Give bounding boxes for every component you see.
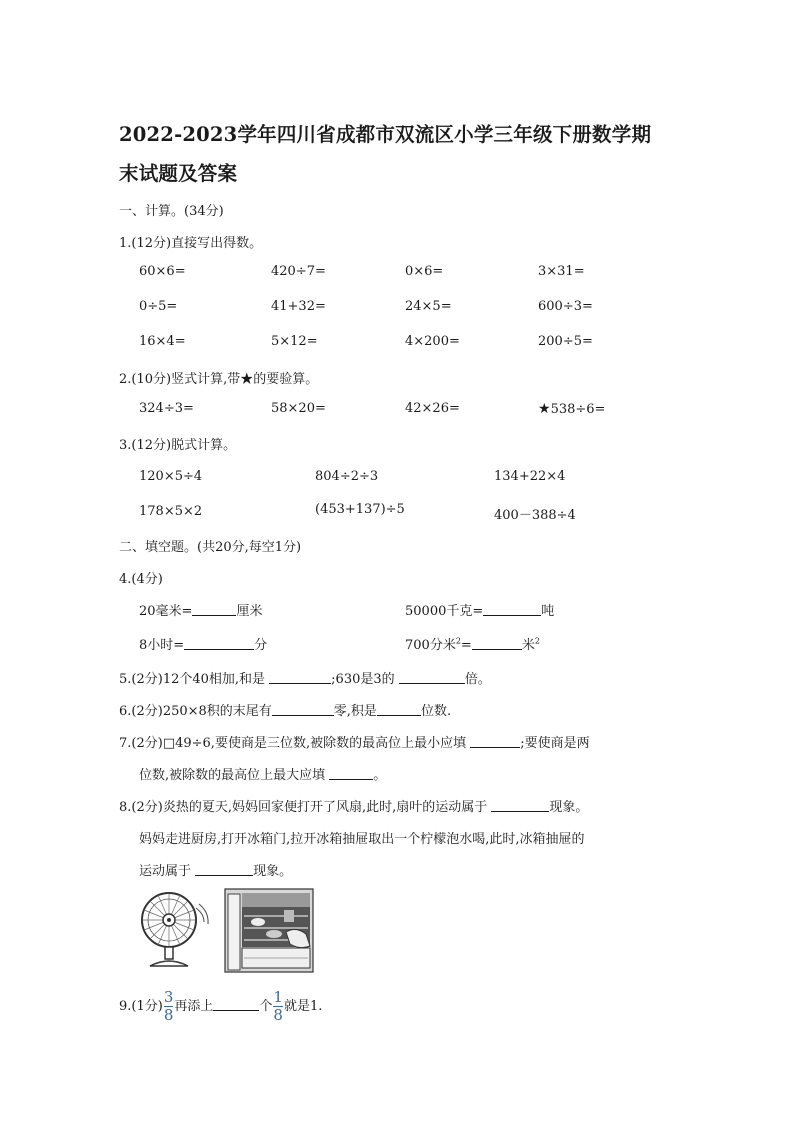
q9-mid1: 再添上 (174, 999, 214, 1014)
q1-item: 41+32= (271, 299, 326, 314)
fraction-denominator: 8 (163, 1006, 174, 1024)
q2-item-starred (538, 401, 605, 417)
doc-title-line1: 2022-2023学年四川省成都市双流区小学三年级下册数学期 (119, 123, 652, 146)
answer-blank[interactable] (472, 637, 522, 650)
q5 (119, 668, 491, 687)
q1-item: 3×31= (538, 264, 585, 279)
q8-line2: 妈妈走进厨房,打开冰箱门,拉开冰箱抽屉取出一个柠檬泡水喝,此时,冰箱抽屉的 (139, 832, 585, 847)
q5-post: 倍。 (464, 672, 491, 687)
q1-item: 4×200= (405, 334, 460, 349)
q3-item: 804÷2÷3 (315, 469, 379, 484)
section2-heading: 二、填空题。(共20分,每空1分) (119, 540, 302, 555)
answer-blank[interactable] (377, 703, 421, 716)
q3-item: (453+137)÷5 (315, 502, 405, 517)
q4-d-sup2: 2 (534, 636, 540, 646)
q1-item: 200÷5= (538, 334, 593, 349)
q1-item: 5×12= (271, 334, 318, 349)
answer-blank[interactable] (483, 603, 541, 616)
q8-l3-pre: 运动属于 (139, 864, 196, 879)
q1-item: 60×6= (139, 264, 186, 279)
fraction-numerator: 3 (163, 988, 174, 1006)
fraction-denominator: 8 (273, 1006, 283, 1024)
q6-pre: 6.(2分)250×8积的末尾有 (119, 704, 272, 719)
q6-post: 位数. (420, 704, 452, 719)
q4-label: 4.(4分) (119, 572, 163, 587)
q4-d-sup: 2 (455, 636, 461, 646)
q2-item: 324÷3= (139, 401, 194, 416)
electric-fan-illustration (136, 888, 210, 970)
q4-a-pre: 20毫米= (139, 604, 193, 619)
q2-label: 2.(10分)竖式计算,带★的要验算。 (119, 372, 319, 387)
answer-blank[interactable] (192, 603, 236, 616)
q4-b-pre: 50000千克= (405, 604, 484, 619)
answer-blank[interactable] (329, 767, 373, 780)
q9 (119, 990, 322, 1023)
refrigerator-drawer-illustration (224, 888, 314, 973)
q4-c (139, 634, 267, 653)
q3-item: 120×5÷4 (139, 469, 203, 484)
q7-line1 (119, 732, 590, 751)
q4-b (405, 600, 554, 619)
q9-pre: 9.(1分) (119, 999, 163, 1014)
q4-d-mid: = (460, 638, 472, 653)
q4-d-pre: 700分米 (405, 638, 456, 653)
q1-item: 16×4= (139, 334, 186, 349)
q1-item: 600÷3= (538, 299, 593, 314)
q8-l3-post: 现象。 (253, 864, 293, 879)
q7-l2-pre: 位数,被除数的最高位上最大应填 (139, 768, 330, 783)
fraction-numerator: 1 (273, 988, 283, 1006)
answer-blank[interactable] (470, 735, 520, 748)
q4-d (405, 634, 540, 653)
q1-item: 0×6= (405, 264, 444, 279)
answer-blank[interactable] (195, 863, 253, 876)
q6-mid: 零,积是 (333, 704, 377, 719)
q1-item: 420÷7= (271, 264, 326, 279)
q4-a-post: 厘米 (236, 604, 263, 619)
q9-post: 就是1. (283, 999, 323, 1014)
q7-l2-post: 。 (373, 768, 387, 783)
q1-item: 24×5= (405, 299, 452, 314)
q7-l1-pre: 7.(2分)□49÷6,要使商是三位数,被除数的最高位上最小应填 (119, 736, 471, 751)
q3-label: 3.(12分)脱式计算。 (119, 438, 237, 453)
q1-item: 0÷5= (139, 299, 178, 314)
q3-item: 178×5×2 (139, 504, 203, 519)
q5-mid: ;630是3的 (331, 672, 399, 687)
q4-c-pre: 8小时= (139, 638, 185, 653)
q8-l1-post: 现象。 (549, 800, 589, 815)
answer-blank[interactable] (272, 703, 334, 716)
q7-line2 (139, 764, 386, 783)
q4-b-post: 吨 (541, 604, 555, 619)
star-icon: ★ (538, 401, 551, 417)
q8-line1 (119, 796, 588, 815)
q9-mid2: 个 (259, 999, 273, 1014)
q4-d-post: 米 (521, 638, 535, 653)
q8-line3 (139, 860, 292, 879)
q7-l1-post: ;要使商是两 (520, 736, 590, 751)
q2-item: 42×26= (405, 401, 460, 416)
answer-blank[interactable] (184, 637, 254, 650)
doc-title-line2: 末试题及答案 (119, 162, 238, 185)
answer-blank[interactable] (491, 799, 549, 812)
fraction-three-eighths (164, 990, 174, 1023)
q2-item-text: 538÷6= (550, 402, 606, 417)
q3-item: 400－388÷4 (494, 508, 576, 523)
answer-blank[interactable] (213, 998, 259, 1011)
q1-label: 1.(12分)直接写出得数。 (119, 236, 263, 251)
q2-item: 58×20= (271, 401, 326, 416)
section1-heading: 一、计算。(34分) (119, 204, 224, 219)
answer-blank[interactable] (399, 671, 465, 684)
q8-l1-pre: 8.(2分)炎热的夏天,妈妈回家便打开了风扇,此时,扇叶的运动属于 (119, 800, 492, 815)
answer-blank[interactable] (269, 671, 331, 684)
q4-c-post: 分 (254, 638, 268, 653)
fraction-one-eighth (273, 990, 283, 1023)
q6 (119, 700, 451, 719)
q5-pre: 5.(2分)12个40相加,和是 (119, 672, 270, 687)
q3-item: 134+22×4 (494, 469, 566, 484)
q4-a (139, 600, 262, 619)
